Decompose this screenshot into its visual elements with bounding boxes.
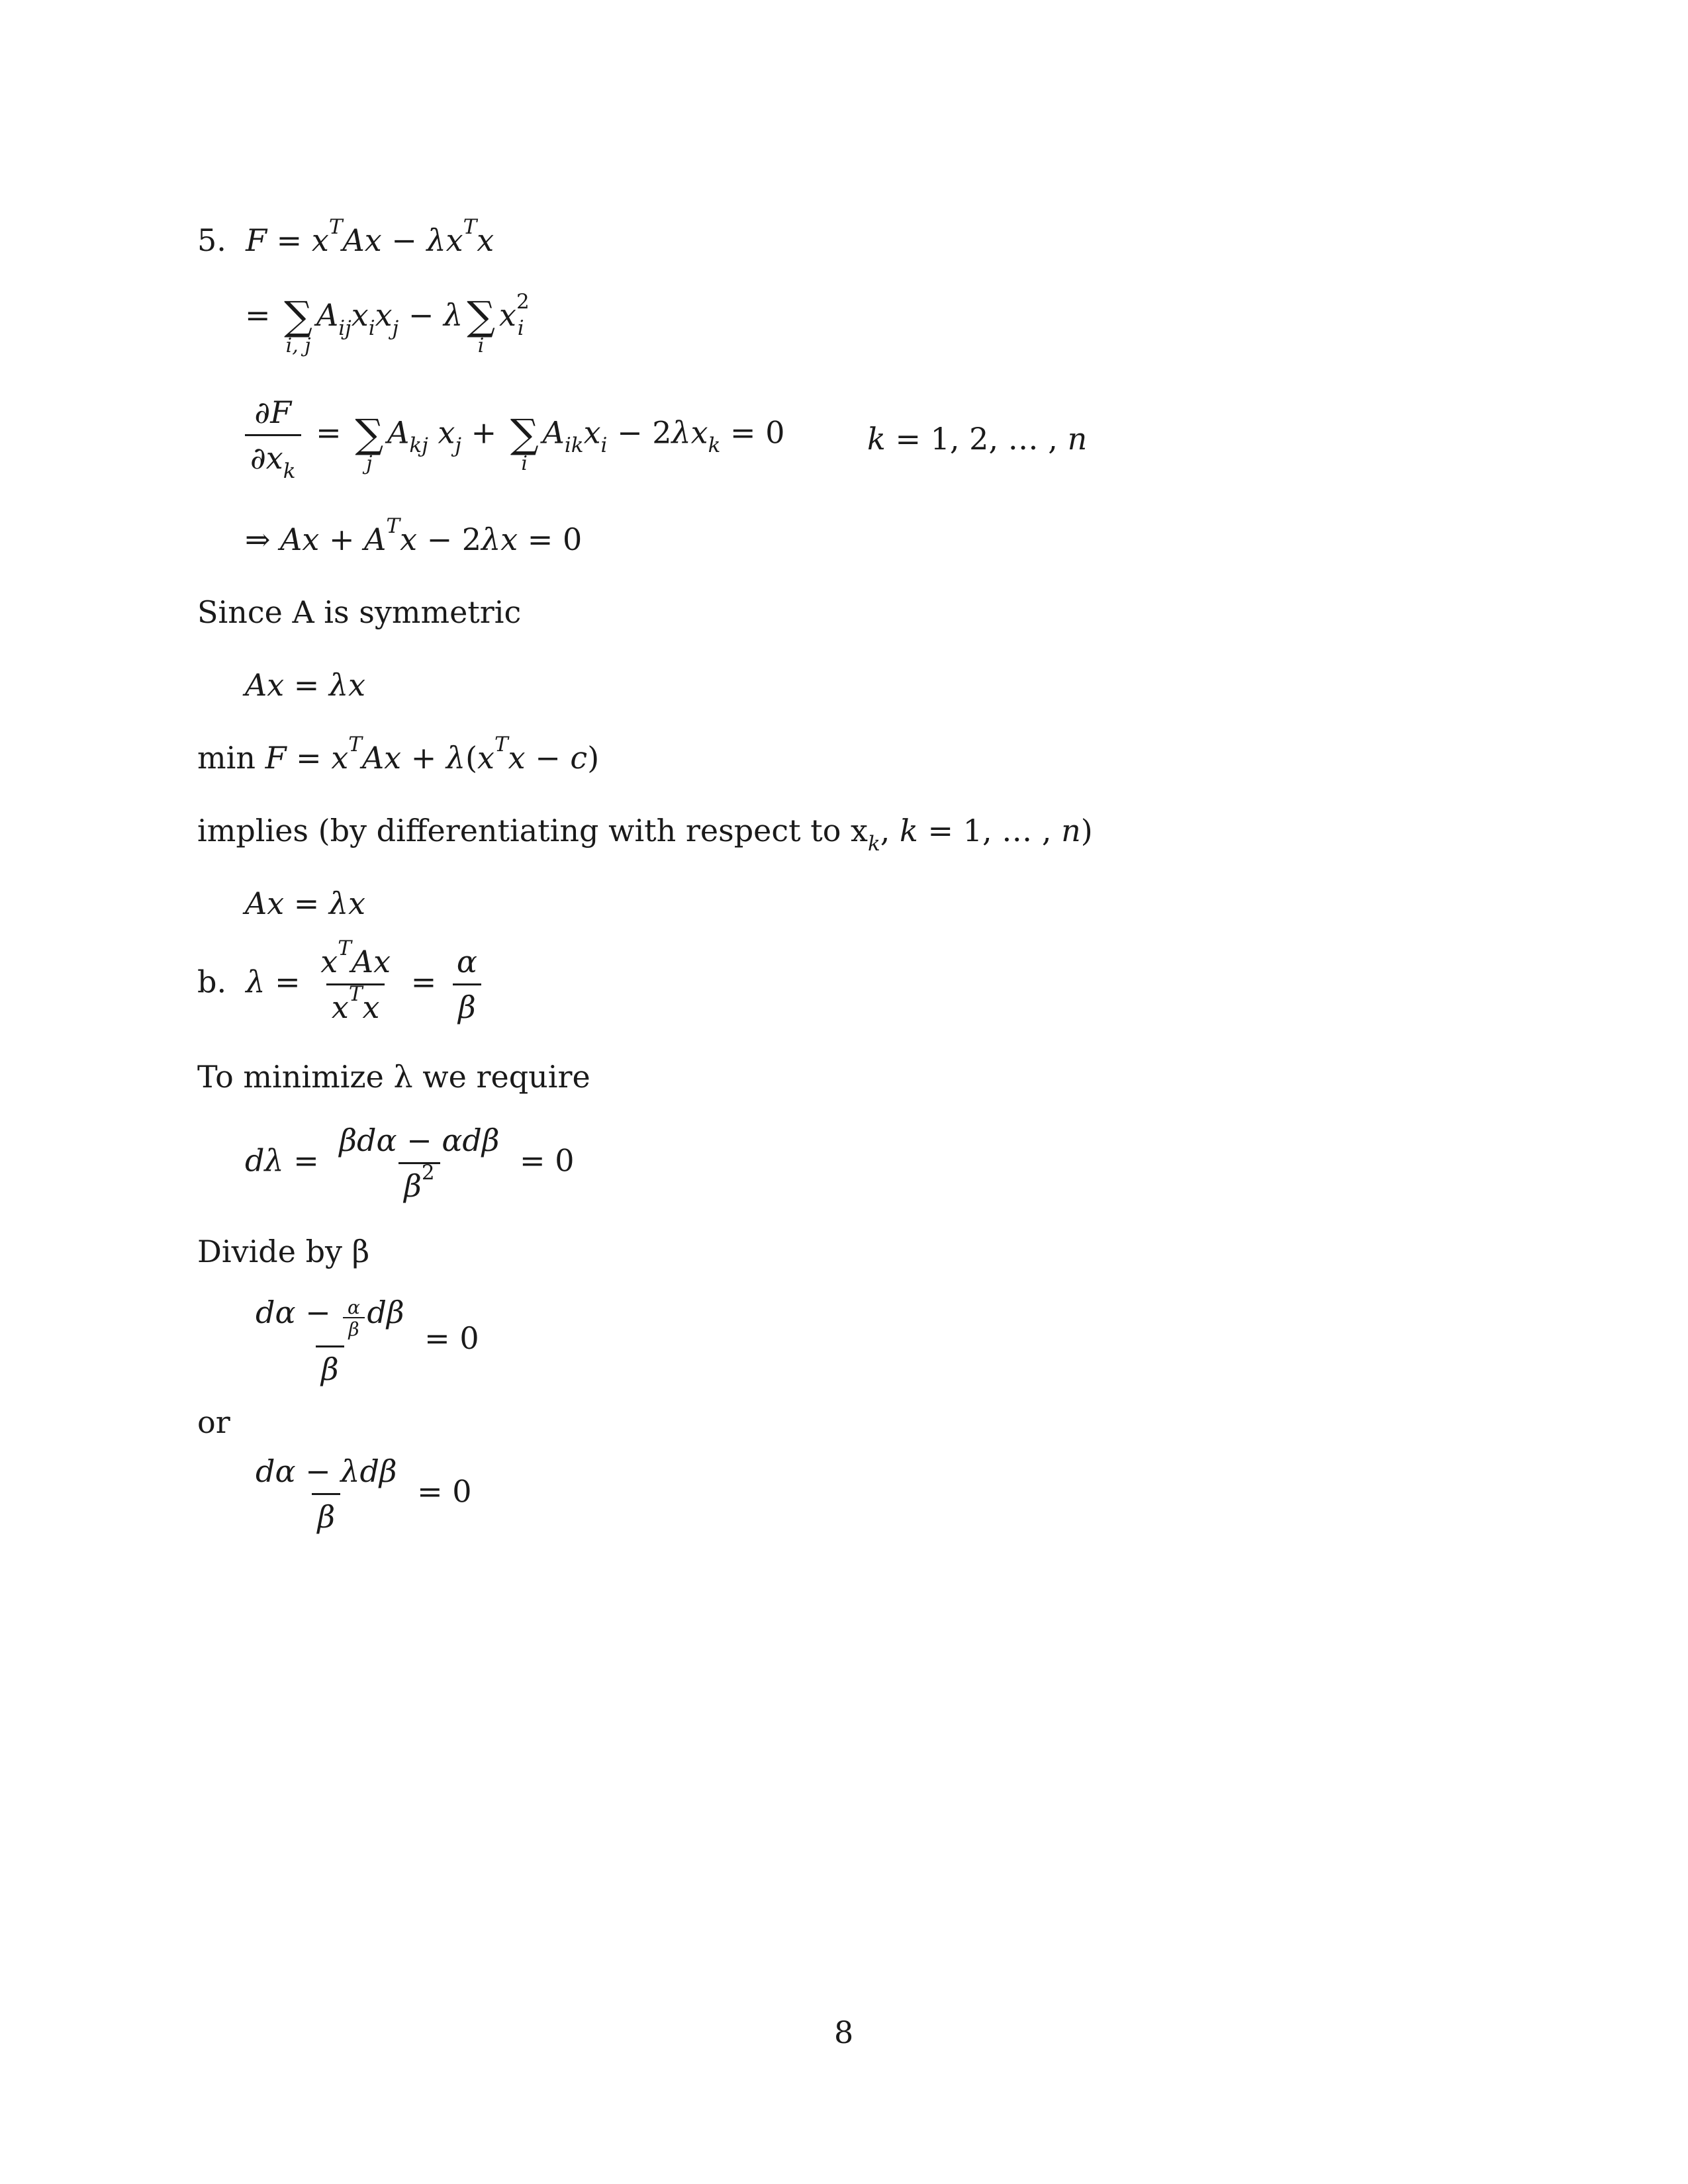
equation-implication: ⇒ $Ax + A^Tx - 2\lambda x = 0$ (245, 514, 583, 557)
item-label: 5. (197, 222, 226, 258)
equation-divided: dα − $\frac{\alpha}{\beta}$ dβ β = 0 (256, 1295, 479, 1387)
equation-eigen-2: Ax = λx (245, 886, 366, 921)
text-implies: implies (by differentiating with respect to $x_k$, k = 1, … , n) (197, 813, 1093, 856)
text-to-minimize: To minimize λ we require (197, 1059, 590, 1095)
equation-d-lambda: dλ = $\frac{\text{βdα − αdβ}}{\beta^2}$ = 0 (245, 1122, 575, 1204)
part-b-label: b. (197, 964, 227, 1000)
text-divide-by-beta: Divide by β (197, 1234, 370, 1269)
partial-fraction: $\frac{\partial F}{\partial x_k}$ (245, 397, 301, 473)
equation-F-definition: 5. $F = x^TAx - \lambda x^Tx$ (197, 214, 494, 258)
index-range: k = 1, 2, … , n (867, 421, 1088, 457)
text-since-symmetric: Since A is symmetric (197, 594, 522, 630)
equation-min-F: $\min F = x^TAx + \lambda(x^Tx - c)$ (197, 732, 600, 776)
text-or: or (197, 1404, 230, 1440)
equation-partial-derivative: $\frac{\partial F}{\partial x_k}$ = ∑ j $A_{kj}$ $x_j$ + ∑ i $A_{ik}x_i - 2\lambda x_k = 0$ (240, 397, 785, 473)
equation-eigen-1: Ax = λx (245, 667, 366, 703)
page-number: 8 (834, 2015, 854, 2050)
equation-final: $\frac{\text{dα − λdβ}}{\beta}$ = 0 (256, 1453, 472, 1535)
equation-rayleigh-quotient: b. λ = $\frac{x^TAx}{x^Tx}$ = $\frac{\alpha}{\beta}$ (197, 946, 488, 1023)
equation-sum-expansion: = ∑ i, j $A_{ij}x_ix_j - \lambda$ ∑ i $x^2_i$ (245, 289, 530, 357)
